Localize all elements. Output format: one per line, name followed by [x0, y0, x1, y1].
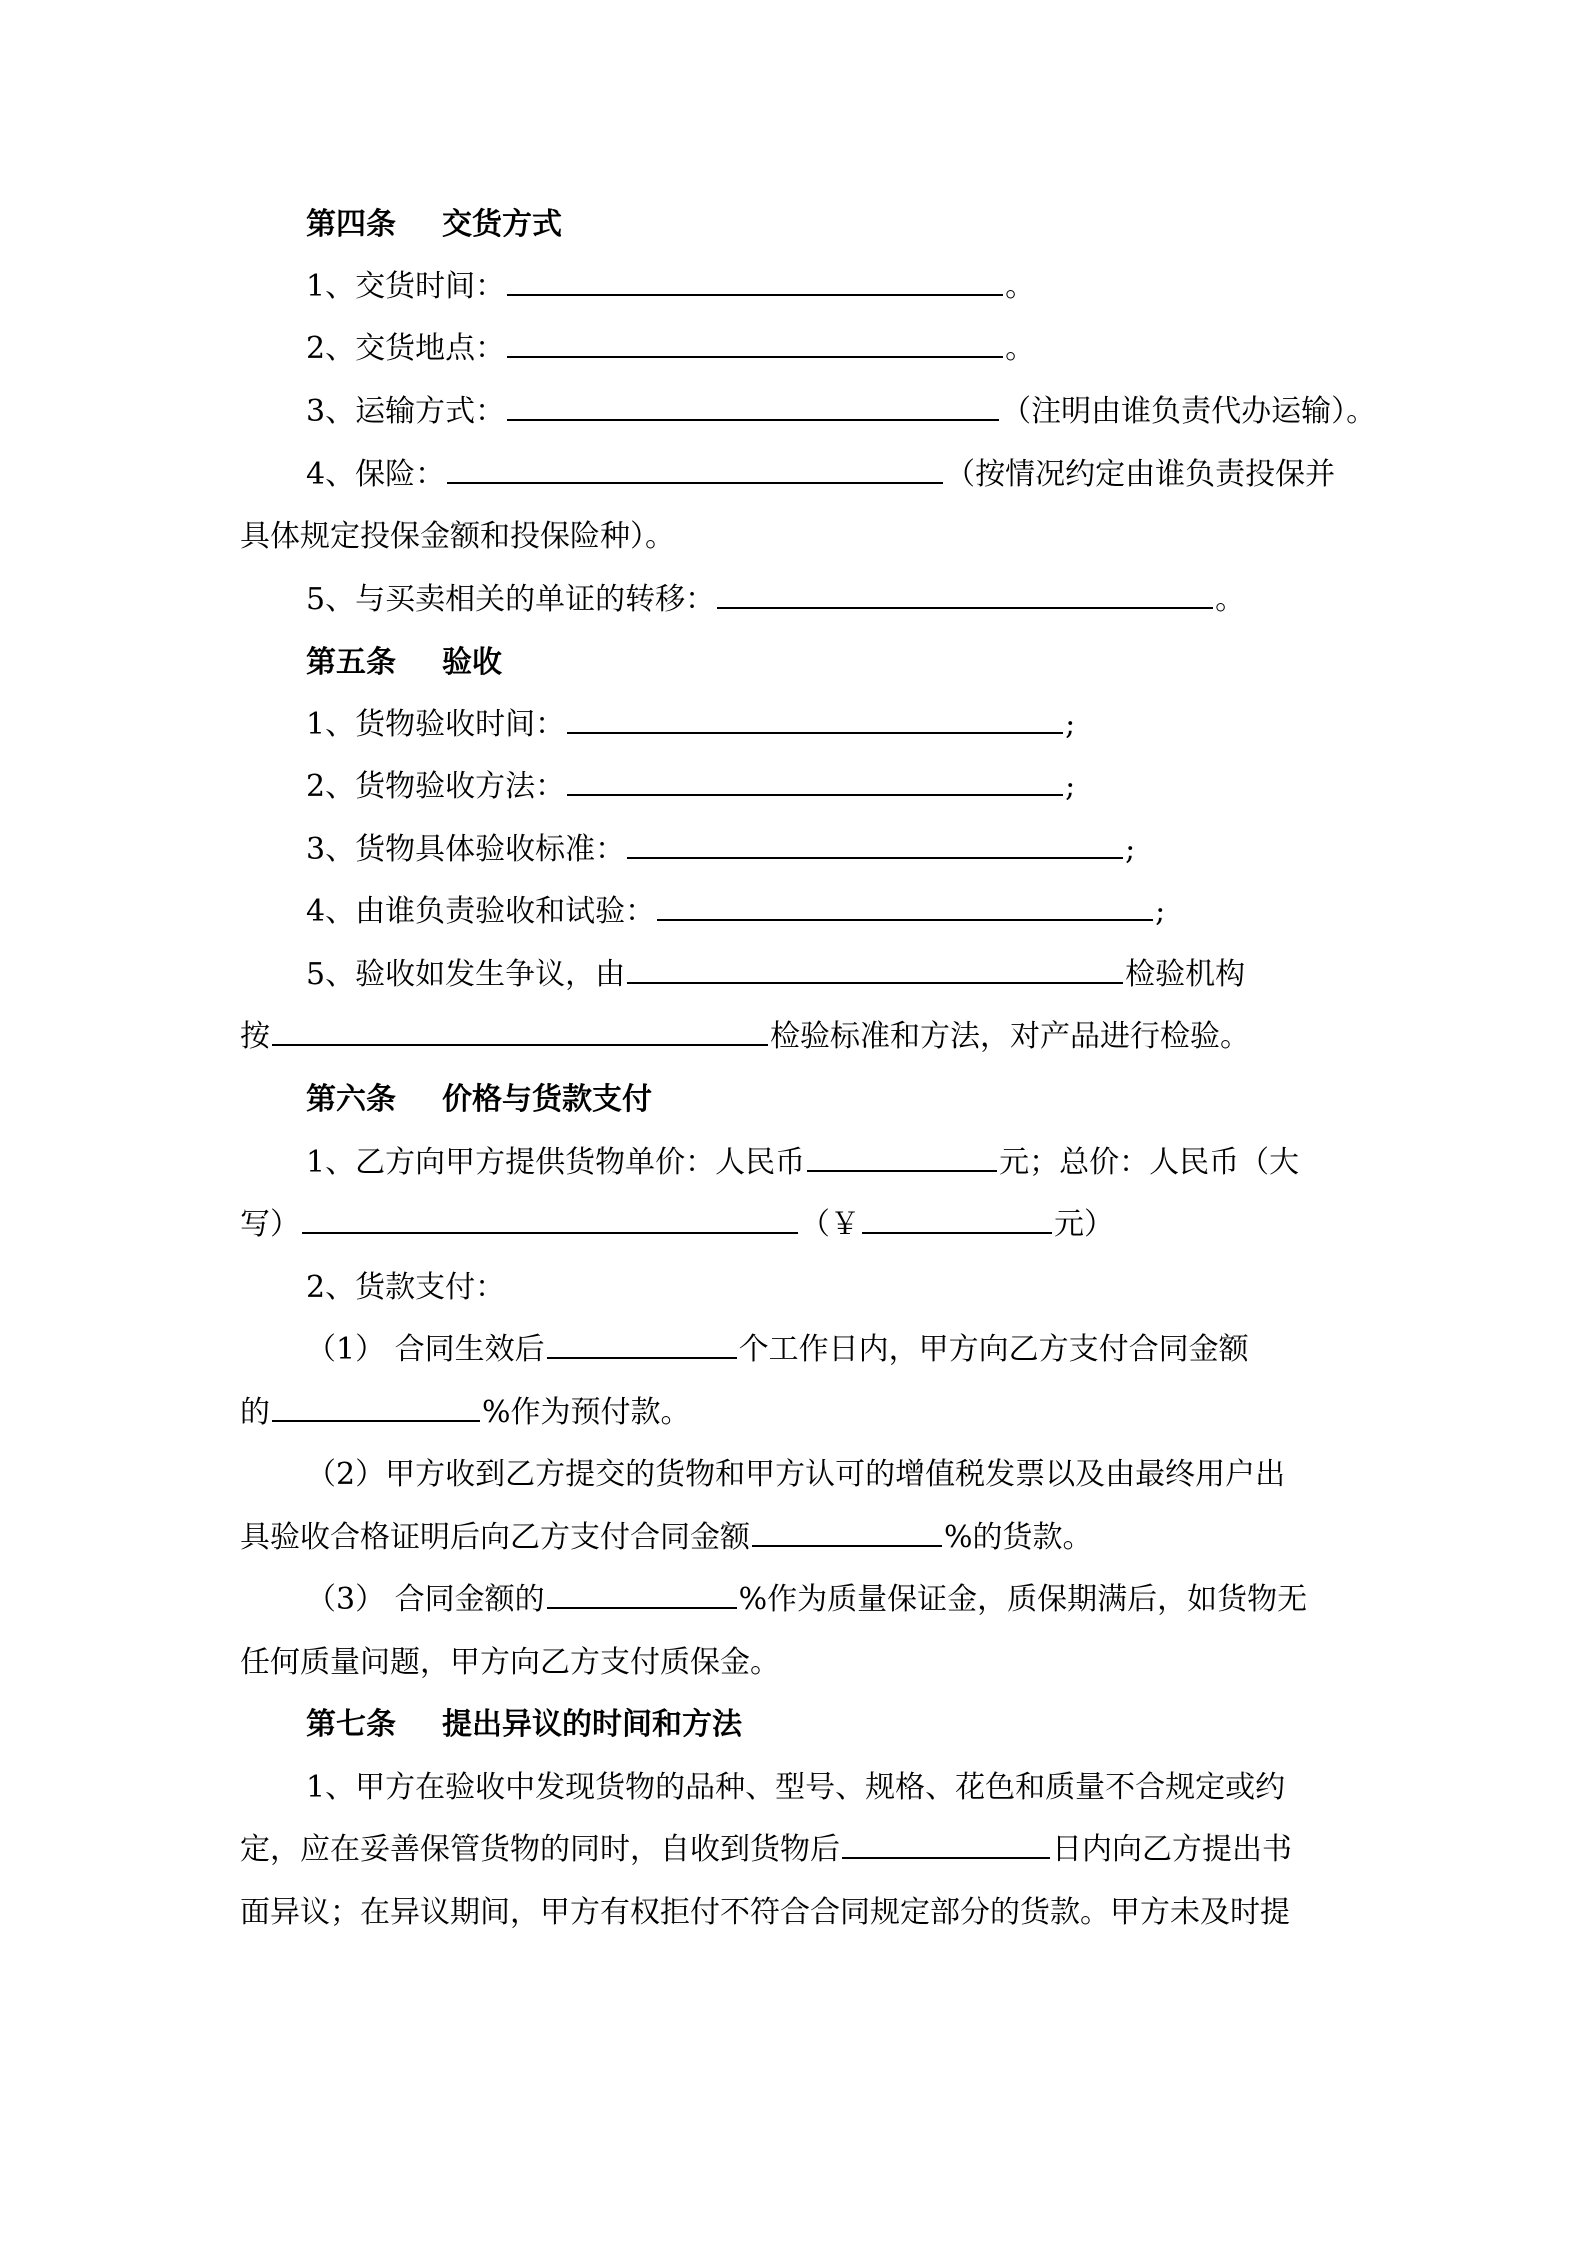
objection-line-2: 定，应在妥善保管货物的同时，自收到货物后 日内向乙方提出书: [240, 1832, 1292, 1867]
total-price-words-blank[interactable]: [302, 1206, 798, 1234]
delivery-time-blank[interactable]: [507, 268, 1003, 296]
dispute-agency-blank[interactable]: [627, 956, 1123, 984]
article-title: 交货方式: [442, 207, 562, 242]
prepayment-line: （1） 合同生效后 个工作日内，甲方向乙方支付合同金额: [306, 1332, 1249, 1367]
delivery-place-line: 2、交货地点： 。: [306, 331, 1036, 366]
article-title: 验收: [442, 645, 502, 680]
warranty-line: （3） 合同金额的 %作为质量保证金，质保期满后，如货物无: [306, 1582, 1308, 1617]
inspection-responsible-blank[interactable]: [657, 893, 1153, 921]
article-7-heading: [240, 1705, 1426, 1745]
inspection-standard-blank[interactable]: [627, 831, 1123, 859]
transport-line: 3、运输方式： （注明由谁负责代办运输）。: [306, 394, 1377, 429]
article-number: 第六条: [306, 1082, 396, 1117]
transport-blank[interactable]: [507, 393, 999, 421]
unit-price-blank[interactable]: [807, 1144, 997, 1172]
article-number: 第五条: [306, 645, 396, 680]
objection-line-1: 1、甲方在验收中发现货物的品种、型号、规格、花色和质量不合规定或约: [306, 1770, 1286, 1805]
insurance-line-cont: 具体规定投保金额和投保险种）。: [240, 519, 675, 554]
payment-2-percent-blank[interactable]: [752, 1519, 942, 1547]
documents-transfer-blank[interactable]: [717, 581, 1213, 609]
total-price-line: 写） （￥ 元）: [240, 1207, 1114, 1242]
inspection-time-blank[interactable]: [567, 706, 1063, 734]
inspection-method-line: 2、货物验收方法： ;: [306, 769, 1076, 804]
article-4-heading: [240, 205, 1426, 245]
objection-days-blank[interactable]: [842, 1831, 1050, 1859]
dispute-standard-blank[interactable]: [272, 1018, 768, 1046]
inspection-standard-line: 3、货物具体验收标准： ;: [306, 832, 1136, 867]
article-title: 提出异议的时间和方法: [442, 1707, 742, 1742]
insurance-blank[interactable]: [447, 456, 943, 484]
prepayment-days-blank[interactable]: [547, 1331, 737, 1359]
documents-transfer-line: 5、与买卖相关的单证的转移： 。: [306, 582, 1246, 617]
payment-heading-line: 2、货款支付：: [306, 1270, 506, 1305]
prepayment-line-cont: 的 %作为预付款。: [240, 1395, 691, 1430]
unit-price-line: 1、乙方向甲方提供货物单价：人民币 元；总价：人民币（大: [306, 1145, 1300, 1180]
article-number: 第四条: [306, 207, 396, 242]
warranty-line-cont: 任何质量问题，甲方向乙方支付质保金。: [240, 1645, 780, 1680]
dispute-line: 5、验收如发生争议，由 检验机构: [306, 957, 1246, 992]
objection-line-3: 面异议；在异议期间，甲方有权拒付不符合合同规定部分的货款。甲方未及时提: [240, 1895, 1290, 1930]
inspection-time-line: 1、货物验收时间： ;: [306, 707, 1076, 742]
inspection-method-blank[interactable]: [567, 768, 1063, 796]
article-title: 价格与货款支付: [442, 1082, 652, 1117]
article-5-heading: [240, 643, 1426, 683]
payment-2-line: （2）甲方收到乙方提交的货物和甲方认可的增值税发票以及由最终用户出: [306, 1457, 1286, 1492]
total-price-number-blank[interactable]: [862, 1206, 1052, 1234]
payment-2-line-cont: 具验收合格证明后向乙方支付合同金额 %的货款。: [240, 1520, 1093, 1555]
delivery-place-blank[interactable]: [507, 330, 1003, 358]
article-number: 第七条: [306, 1707, 396, 1742]
dispute-line-cont: 按 检验标准和方法，对产品进行检验。: [240, 1019, 1250, 1054]
prepayment-percent-blank[interactable]: [272, 1394, 480, 1422]
article-6-heading: [240, 1080, 1426, 1120]
delivery-time-line: 1、交货时间： 。: [306, 269, 1036, 304]
insurance-line: 4、保险： （按情况约定由谁负责投保并: [306, 457, 1336, 492]
warranty-percent-blank[interactable]: [547, 1581, 737, 1609]
inspection-responsible-line: 4、由谁负责验收和试验： ;: [306, 894, 1166, 929]
